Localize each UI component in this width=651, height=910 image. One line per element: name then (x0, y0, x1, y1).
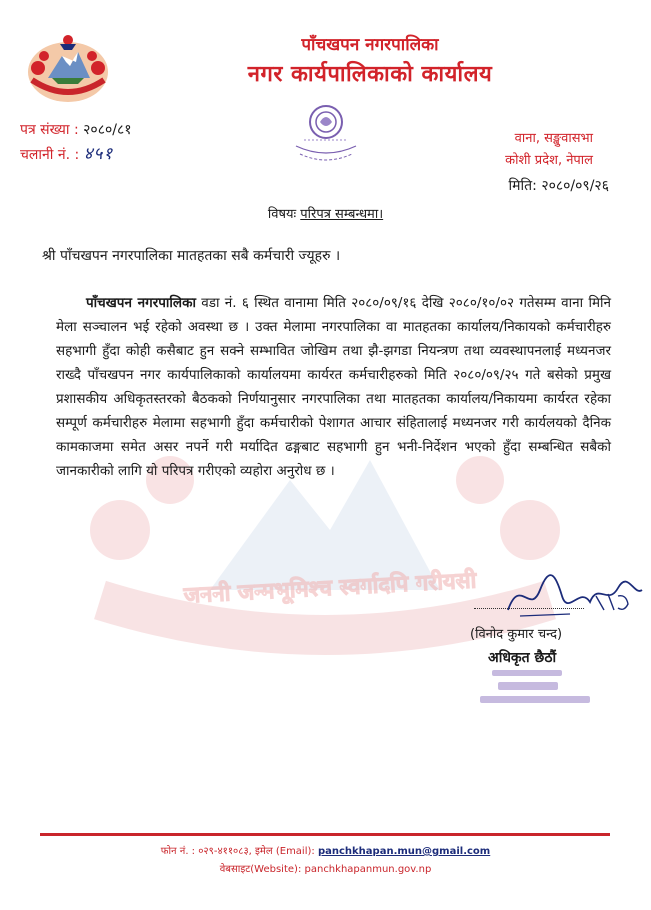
signer-title: अधिकृत छैठौं (488, 650, 557, 666)
address-line-1: वाना, सङ्खुवासभा (514, 131, 593, 146)
official-stamp-icon (472, 664, 597, 712)
footer-phone-label: फोन नं. : ०२९-४११०८३, इमेल (Email): (160, 846, 315, 857)
org-name: पाँचखपन नगरपालिका (301, 35, 439, 55)
patra-value: २०८०/८१ (83, 122, 132, 138)
footer-website (0, 861, 651, 875)
patra-label: पत्र संख्या : (20, 122, 79, 138)
office-address (505, 128, 593, 172)
reference-block (20, 118, 132, 167)
salutation: श्री पाँचखपन नगरपालिका मातहतका सबै कर्मचारी ज्यूहरु । (42, 248, 341, 264)
watermark-motto: जननी जन्मभूमिश्च स्वर्गादपि गरीयसी (183, 568, 477, 609)
address-line-2: कोशी प्रदेश, नेपाल (505, 153, 593, 168)
date-value: २०८०/०९/२६ (541, 178, 609, 194)
subject-line (0, 204, 651, 222)
footer-contact (0, 843, 651, 857)
nepal-emblem-icon (18, 28, 118, 108)
signer-name: (विनोद कुमार चन्द) (470, 627, 563, 642)
footer-website-link[interactable]: panchkhapanmun.gov.np (304, 864, 432, 875)
chalani-value: ४५१ (83, 144, 114, 164)
letter-body (56, 291, 611, 483)
chalani-row (20, 142, 132, 167)
date-label: मिति: (508, 178, 537, 194)
patra-row (20, 118, 132, 142)
footer-divider (40, 833, 610, 836)
footer-website-label: वेबसाइट(Website): (219, 864, 302, 875)
subject-label: विषयः (267, 207, 297, 222)
office-seal-icon (290, 100, 362, 170)
handwritten-signature-icon (500, 566, 650, 626)
body-text: वडा नं. ६ स्थित वानामा मिति २०८०/०९/१६ देखि २०८०/१०/०२ गतेसम्म वाना मिनि मेला सञ्चालन भई रहेको अवस्था छ । उक्त मेलामा नगरपालिका वा मातहतका कार्यालय/निकायको कर्मचारीहरु सहभागी हुँदा कोही कसैबाट हुन सक्ने सम्भावित जोखिम तथा झै-झगडा नियन्त्रण तथा व्यवस्थापनलाई मध्यनजर राख्दै पाँचखपन नगर कार्यपालिकाको कार्यालयमा कार्यरत कर्मचारीहरुको मिति २०८०/०९/२५ गते बसेको प्रमुख प्रशासकीय अधिकृतस्तरको बैठकको निर्णयानुसार नगरपालिका तथा मातहतका कार्यालय/निकायमा कार्यरत रहेका सम्पूर्ण कर्मचारीहरु मेलामा सहभागी हुँदा कर्मचारीको पेशागत आचार संहितालाई मध्यनजर गरी कार्यलयको दैनिक कामकाजमा समेत असर नपर्ने गरी मर्यादित ढङ्गबाट सहभागी हुन भनी-निर्देशन भएको हुँदा सम्बन्धित सबैको जानकारीको लागि यो परिपत्र गरीएको व्यहोरा अनुरोध छ । (56, 295, 612, 479)
letter-date (509, 176, 609, 195)
body-lead: पाँचखपन नगरपालिका (86, 295, 196, 311)
footer-email-link[interactable]: panchkhapan.mun@gmail.com (317, 846, 491, 857)
office-name: नगर कार्यपालिकाको कार्यालय (247, 62, 493, 87)
signature-line (474, 608, 584, 609)
chalani-label: चलानी नं. : (20, 147, 80, 163)
subject-value: परिपत्र सम्बन्धमा। (300, 207, 384, 222)
